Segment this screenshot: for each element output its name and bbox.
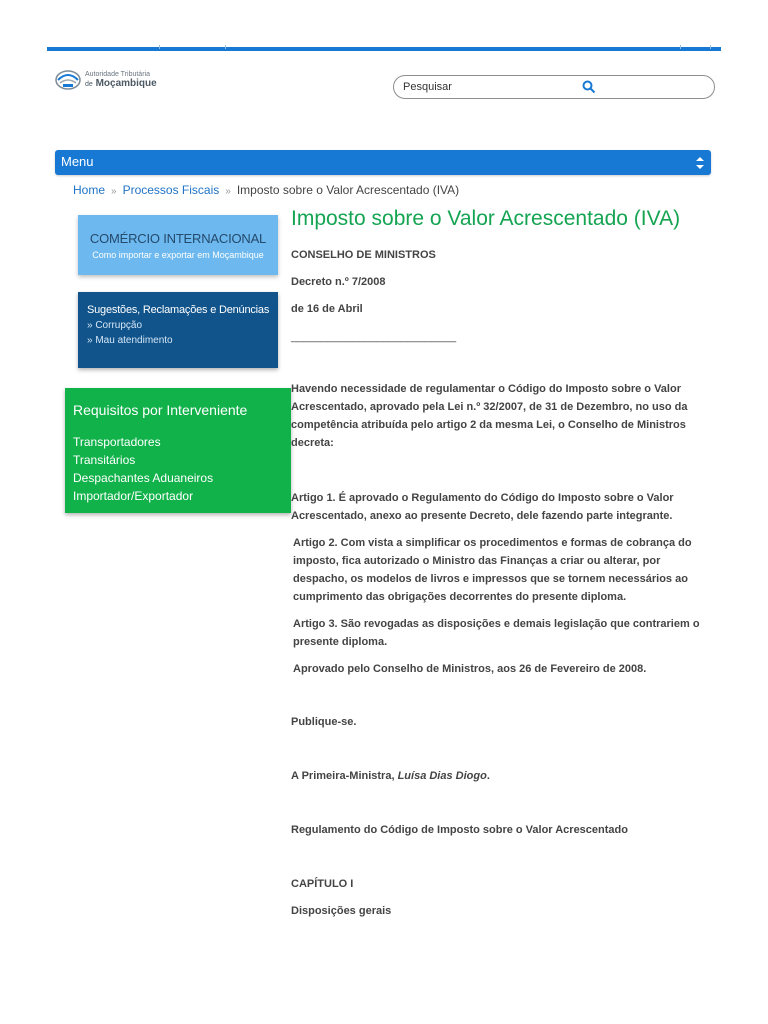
logo-emblem-icon	[54, 67, 82, 91]
decreto-number: Decreto n.º 7/2008	[291, 276, 386, 288]
preamble-paragraph: Havendo necessidade de regulamentar o Código do Imposto sobre o Valor Acrescentado, aprovado pela Lei n.º 32/2007, de 31 de Dezembro, no uso da competência atribuída pelo artigo 2 da mesma Lei, o Conselho de Ministros decreta:	[291, 383, 688, 449]
publique-se: Publique-se.	[291, 716, 357, 728]
breadcrumb	[73, 183, 459, 197]
topbar-divider	[680, 45, 681, 49]
requisitos-title: Requisitos por Interveniente	[73, 402, 248, 418]
breadcrumb-separator: »	[111, 186, 117, 197]
breadcrumb-separator: »	[225, 186, 231, 197]
conselho-heading: CONSELHO DE MINISTROS	[291, 249, 436, 261]
capitulo-heading: CAPÍTULO I	[291, 878, 354, 890]
search-icon[interactable]	[582, 80, 596, 94]
requisitos-link-despachantes[interactable]: Despachantes Aduaneiros	[73, 471, 214, 485]
search-input[interactable]	[403, 79, 573, 95]
page-title: Imposto sobre o Valor Acrescentado (IVA)	[291, 207, 681, 230]
up-down-arrows-icon	[695, 155, 705, 171]
search-box	[393, 75, 715, 99]
banner-link-corrupcao[interactable]: » Corrupção	[87, 320, 143, 331]
requisitos-box	[65, 388, 291, 513]
banner-subtitle: Como importar e exportar em Moçambique	[92, 250, 264, 260]
topbar-divider	[710, 45, 711, 49]
logo-line1: Autoridade Tributária	[85, 70, 150, 78]
topbar-divider	[225, 45, 226, 49]
artigo-3: Artigo 3. São revogadas as disposições e demais legislação que contrariem o presente diploma.	[293, 618, 700, 648]
disposicoes-heading: Disposições gerais	[291, 905, 392, 917]
requisitos-link-transitarios[interactable]: Transitários	[73, 453, 136, 467]
comercio-internacional-banner[interactable]	[78, 215, 278, 275]
breadcrumb-processos-link[interactable]: Processos Fiscais	[122, 183, 220, 197]
primeira-ministra: A Primeira-Ministra, Luísa Dias Diogo.	[291, 770, 490, 782]
top-accent-bar	[47, 47, 721, 51]
topbar-divider	[159, 45, 160, 49]
requisitos-link-transportadores[interactable]: Transportadores	[73, 435, 161, 449]
regulamento-title: Regulamento do Código de Imposto sobre o Valor Acrescentado	[291, 824, 628, 836]
artigo-1: Artigo 1. É aprovado o Regulamento do Código do Imposto sobre o Valor Acrescentado, anexo ao presente Decreto, dele fazendo parte integrante.	[291, 492, 674, 522]
menu-label: Menu	[61, 154, 94, 169]
banner-title: Sugestões, Reclamações e Denúncias	[87, 304, 270, 316]
banner-title: COMÉRCIO INTERNACIONAL	[89, 231, 267, 246]
banner-link-mau-atendimento[interactable]: » Mau atendimento	[87, 335, 173, 346]
breadcrumb-current: Imposto sobre o Valor Acrescentado (IVA)	[236, 183, 460, 197]
requisitos-link-importador[interactable]: Importador/Exportador	[73, 489, 194, 503]
sugestoes-banner[interactable]	[78, 292, 278, 368]
menu-bar[interactable]	[55, 150, 711, 175]
breadcrumb-home-link[interactable]: Home	[73, 183, 106, 197]
divider-rule: ___________________________	[291, 331, 457, 343]
logo-line2: de Moçambique	[85, 77, 157, 89]
site-logo[interactable]	[54, 66, 174, 92]
aprovado-paragraph: Aprovado pelo Conselho de Ministros, aos 26 de Fevereiro de 2008.	[293, 663, 647, 675]
artigo-2: Artigo 2. Com vista a simplificar os procedimentos e formas de cobrança do imposto, fica autorizado o Ministro das Finanças a criar ou alterar, por despacho, os modelos de livros e impressos que se tornem necessários ao cumprimento das obrigações decorrentes do presente diploma.	[293, 537, 692, 603]
decreto-date: de 16 de Abril	[291, 303, 363, 315]
